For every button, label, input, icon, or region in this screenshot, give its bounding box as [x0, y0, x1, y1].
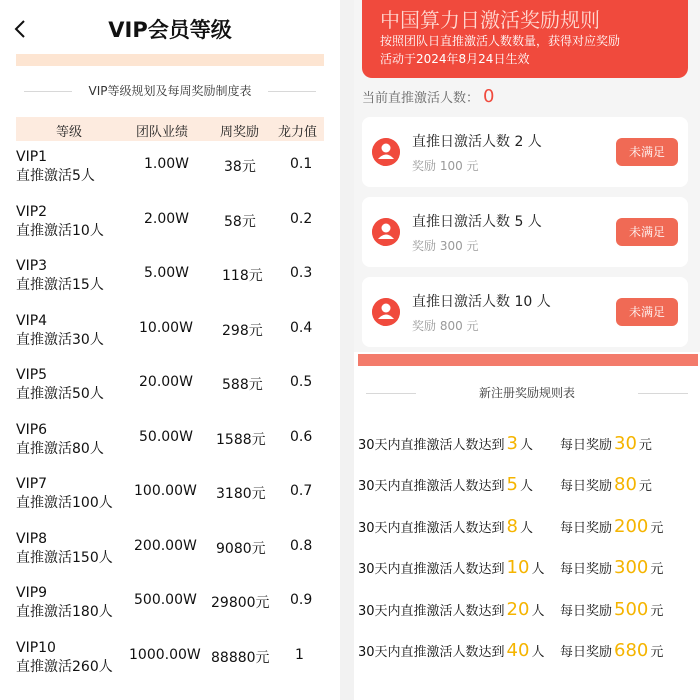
table-row: [0, 527, 340, 582]
registration-rule-row: [356, 428, 700, 458]
condition-unit: 人: [531, 604, 545, 619]
table-row: [0, 418, 340, 473]
level-name: VIP5: [16, 367, 48, 383]
condition-prefix: 30天内直推激活人数达到: [358, 479, 505, 494]
level-name: VIP6: [16, 421, 48, 438]
table-row: [0, 363, 340, 418]
reward-cell: 9080元: [216, 540, 266, 557]
header-level: 等级: [56, 125, 83, 140]
rule-condition: [358, 640, 544, 661]
condition-prefix: 30天内直推激活人数达到: [358, 604, 505, 619]
power-cell: 0.3: [290, 265, 313, 281]
user-avatar-icon: [372, 218, 400, 246]
registration-title-row: [354, 384, 700, 404]
reward-prefix: 每日奖励: [560, 562, 613, 577]
rule-reward: [560, 557, 663, 578]
reward-amount: 80: [614, 474, 637, 495]
reward-amount: 500: [614, 599, 649, 620]
rule-reward: [560, 640, 663, 661]
reward-unit: 元: [650, 645, 664, 660]
count-label: 当前直推激活人数：: [362, 91, 480, 106]
reward-cell: 118元: [222, 268, 263, 284]
title-line-right: [638, 393, 688, 394]
reward-prefix: 每日奖励: [560, 479, 613, 494]
required-count: 20: [506, 599, 530, 620]
required-count: 10: [506, 557, 530, 578]
level-requirement: 直推激活100人: [16, 495, 113, 511]
registration-rules-panel: [354, 352, 700, 700]
reward-cell: 298元: [222, 322, 263, 339]
rule-reward: [560, 433, 652, 454]
level-requirement: 直推激活150人: [16, 549, 113, 566]
banner-effective-date: 活动于2024年8月24日生效: [380, 52, 530, 66]
status-button[interactable]: 未满足: [616, 298, 678, 326]
performance-cell: 100.00W: [134, 483, 197, 499]
rule-condition: [358, 557, 544, 578]
level-name: VIP3: [16, 258, 48, 274]
header-power: 龙力值: [278, 125, 318, 140]
task-reward: 奖励 300 元: [412, 239, 479, 253]
status-button[interactable]: 未满足: [616, 138, 678, 166]
registration-rule-row: [356, 511, 700, 541]
reward-cell: 88880元: [211, 649, 270, 666]
task-card: [362, 277, 688, 347]
user-avatar-icon: [372, 138, 400, 166]
power-cell: 0.4: [290, 319, 313, 336]
task-title: 直推日激活人数 2 人: [412, 134, 542, 150]
rule-condition: [358, 433, 533, 454]
reward-unit: 元: [650, 521, 664, 536]
task-title: 直推日激活人数 5 人: [412, 214, 542, 230]
condition-prefix: 30天内直推激活人数达到: [358, 438, 505, 453]
condition-prefix: 30天内直推激活人数达到: [358, 645, 505, 660]
level-cell: [16, 203, 104, 241]
level-cell: [16, 148, 95, 186]
reward-prefix: 每日奖励: [560, 438, 613, 453]
power-cell: 0.6: [290, 428, 313, 445]
level-requirement: 直推激活180人: [16, 604, 113, 620]
required-count: 40: [506, 640, 530, 661]
required-count: 5: [506, 474, 518, 495]
table-row: [0, 254, 340, 309]
task-reward: 奖励 800 元: [412, 319, 479, 333]
level-name: VIP9: [16, 585, 48, 601]
rule-reward: [560, 516, 663, 537]
condition-unit: 人: [531, 562, 545, 577]
task-title: 直推日激活人数 10 人: [412, 294, 551, 310]
header-weekly-reward: 周奖励: [220, 125, 260, 140]
performance-cell: 200.00W: [134, 537, 197, 554]
reward-unit: 元: [638, 479, 652, 494]
condition-unit: 人: [520, 479, 534, 494]
level-cell: [16, 584, 113, 622]
vip-level-panel: [0, 0, 340, 700]
reward-amount: 30: [614, 433, 637, 454]
table-row: [0, 472, 340, 527]
reward-amount: 300: [614, 557, 649, 578]
level-requirement: 直推激活260人: [16, 658, 113, 675]
level-cell: [16, 257, 104, 295]
condition-prefix: 30天内直推激活人数达到: [358, 562, 505, 577]
table-row: [0, 309, 340, 364]
level-cell: [16, 312, 104, 350]
registration-title: 新注册奖励规则表: [478, 386, 575, 400]
required-count: 3: [506, 433, 518, 454]
header-performance: 团队业绩: [136, 125, 189, 140]
registration-rule-row: [356, 552, 700, 582]
reward-unit: 元: [650, 562, 664, 577]
condition-prefix: 30天内直推激活人数达到: [358, 521, 505, 536]
reward-unit: 元: [650, 604, 664, 619]
reward-cell: 1588元: [216, 431, 266, 448]
condition-unit: 人: [531, 645, 545, 660]
level-cell: [16, 639, 113, 677]
reward-cell: 3180元: [216, 486, 266, 502]
subtitle-line-right: [268, 91, 316, 92]
power-cell: 0.7: [290, 483, 313, 499]
rule-reward: [560, 474, 652, 495]
reward-cell: 29800元: [211, 595, 270, 611]
level-requirement: 直推激活80人: [16, 440, 104, 457]
level-name: VIP8: [16, 530, 48, 547]
user-avatar-icon: [372, 298, 400, 326]
required-count: 8: [506, 516, 518, 537]
registration-rule-row: [356, 469, 700, 499]
rule-reward: [560, 599, 663, 620]
page-title: VIP会员等级: [108, 18, 232, 42]
nav-header: [0, 0, 340, 56]
vip-table-body: [0, 145, 340, 690]
power-cell: 1: [295, 646, 304, 663]
count-value: 0: [483, 86, 495, 107]
level-requirement: 直推激活50人: [16, 386, 104, 402]
reward-cell: 38元: [224, 159, 256, 175]
performance-cell: 20.00W: [139, 374, 193, 390]
condition-unit: 人: [520, 438, 534, 453]
reward-prefix: 每日奖励: [560, 645, 613, 660]
level-name: VIP10: [16, 639, 56, 656]
task-reward: 奖励 100 元: [412, 159, 479, 173]
level-requirement: 直推激活30人: [16, 331, 104, 348]
rule-condition: [358, 516, 533, 537]
performance-cell: 2.00W: [144, 210, 190, 227]
power-cell: 0.1: [290, 156, 313, 172]
task-card: [362, 117, 688, 187]
level-requirement: 直推激活5人: [16, 168, 95, 184]
performance-cell: 50.00W: [139, 428, 193, 445]
registration-header-bar: [358, 354, 698, 366]
level-requirement: 直推激活15人: [16, 277, 104, 293]
reward-cell: 588元: [222, 377, 263, 393]
reward-amount: 200: [614, 516, 649, 537]
status-button[interactable]: 未满足: [616, 218, 678, 246]
performance-cell: 10.00W: [139, 319, 193, 336]
current-activation-count: [362, 86, 494, 107]
subtitle-text: VIP等级规划及每周奖励制度表: [88, 84, 252, 98]
power-cell: 0.2: [290, 210, 313, 227]
rule-condition: [358, 599, 544, 620]
level-name: VIP1: [16, 149, 48, 165]
banner-title: 中国算力日激活奖励规则: [380, 8, 600, 32]
level-requirement: 直推激活10人: [16, 222, 104, 239]
table-subtitle: [16, 80, 324, 104]
level-cell: [16, 530, 113, 568]
registration-rule-row: [356, 635, 700, 665]
reward-cell: 58元: [224, 213, 256, 230]
table-row: [0, 636, 340, 691]
condition-unit: 人: [520, 521, 534, 536]
rules-banner: [362, 0, 688, 78]
power-cell: 0.8: [290, 537, 313, 554]
task-card: [362, 197, 688, 267]
table-header: [16, 117, 324, 141]
reward-unit: 元: [638, 438, 652, 453]
level-name: VIP2: [16, 203, 48, 220]
level-cell: [16, 366, 104, 404]
reward-prefix: 每日奖励: [560, 521, 613, 536]
reward-prefix: 每日奖励: [560, 604, 613, 619]
performance-cell: 5.00W: [144, 265, 190, 281]
level-cell: [16, 475, 113, 513]
table-row: [0, 200, 340, 255]
rule-condition: [358, 474, 533, 495]
table-row: [0, 581, 340, 636]
banner-description: 按照团队日直推激活人数数量，获得对应奖励: [380, 34, 621, 48]
performance-cell: 1000.00W: [129, 646, 201, 663]
level-name: VIP4: [16, 312, 48, 329]
power-cell: 0.9: [290, 592, 313, 608]
reward-amount: 680: [614, 640, 649, 661]
panel-divider: [340, 0, 354, 700]
power-cell: 0.5: [290, 374, 313, 390]
level-cell: [16, 421, 104, 459]
header-divider-bar: [16, 54, 324, 66]
level-name: VIP7: [16, 476, 48, 492]
performance-cell: 500.00W: [134, 592, 197, 608]
registration-rule-row: [356, 594, 700, 624]
performance-cell: 1.00W: [144, 156, 190, 172]
table-row: [0, 145, 340, 200]
activation-reward-panel: [354, 0, 700, 700]
